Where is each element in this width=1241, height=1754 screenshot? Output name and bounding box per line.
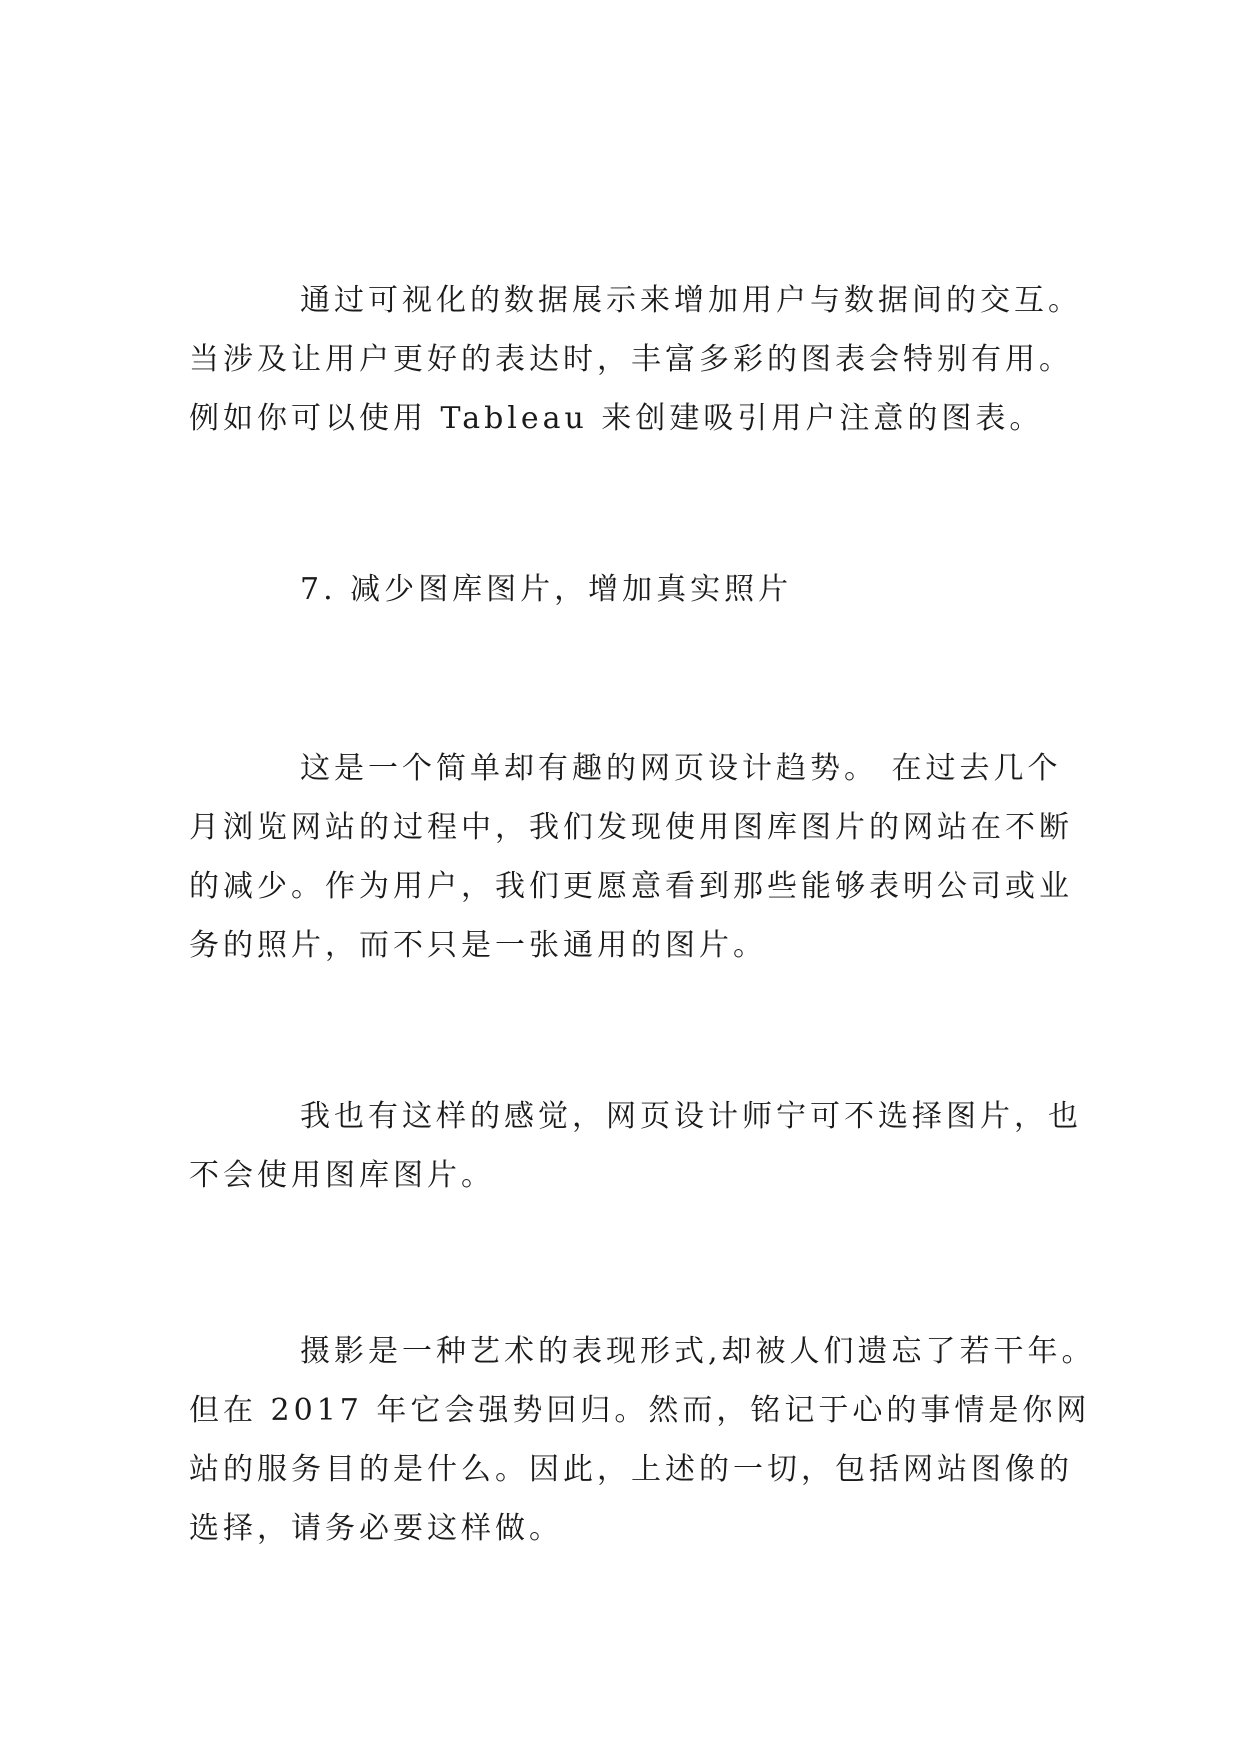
paragraph-line: 的减少。作为用户，我们更愿意看到那些能够表明公司或业 xyxy=(189,869,1073,904)
paragraph-line: 但在 2017 年它会强势回归。然而，铭记于心的事情是你网 xyxy=(189,1393,1091,1428)
section-heading-7: 7. 减少图库图片，增加真实照片 xyxy=(300,572,793,607)
paragraph-line: 选择，请务必要这样做。 xyxy=(189,1511,563,1546)
paragraph-designer-feeling xyxy=(189,1087,1082,1205)
paragraph-line: 这是一个简单却有趣的网页设计趋势。 在过去几个 xyxy=(300,751,1062,786)
paragraph-visualization xyxy=(189,271,1082,448)
paragraph-line: 摄影是一种艺术的表现形式,却被人们遗忘了若干年。 xyxy=(300,1334,1096,1369)
paragraph-line: 务的照片，而不只是一张通用的图片。 xyxy=(189,928,767,963)
paragraph-line: 月浏览网站的过程中，我们发现使用图库图片的网站在不断 xyxy=(189,810,1073,845)
paragraph-photography xyxy=(189,1322,1096,1558)
paragraph-line: 通过可视化的数据展示来增加用户与数据间的交互。 xyxy=(300,283,1082,318)
paragraph-line: 例如你可以使用 Tableau 来创建吸引用户注意的图表。 xyxy=(189,401,1044,436)
paragraph-line: 不会使用图库图片。 xyxy=(189,1158,495,1193)
paragraph-line: 当涉及让用户更好的表达时，丰富多彩的图表会特别有用。 xyxy=(189,342,1073,377)
paragraph-line: 站的服务目的是什么。因此，上述的一切，包括网站图像的 xyxy=(189,1452,1073,1487)
paragraph-stock-photos xyxy=(189,739,1073,975)
paragraph-line: 我也有这样的感觉，网页设计师宁可不选择图片，也 xyxy=(300,1099,1082,1134)
